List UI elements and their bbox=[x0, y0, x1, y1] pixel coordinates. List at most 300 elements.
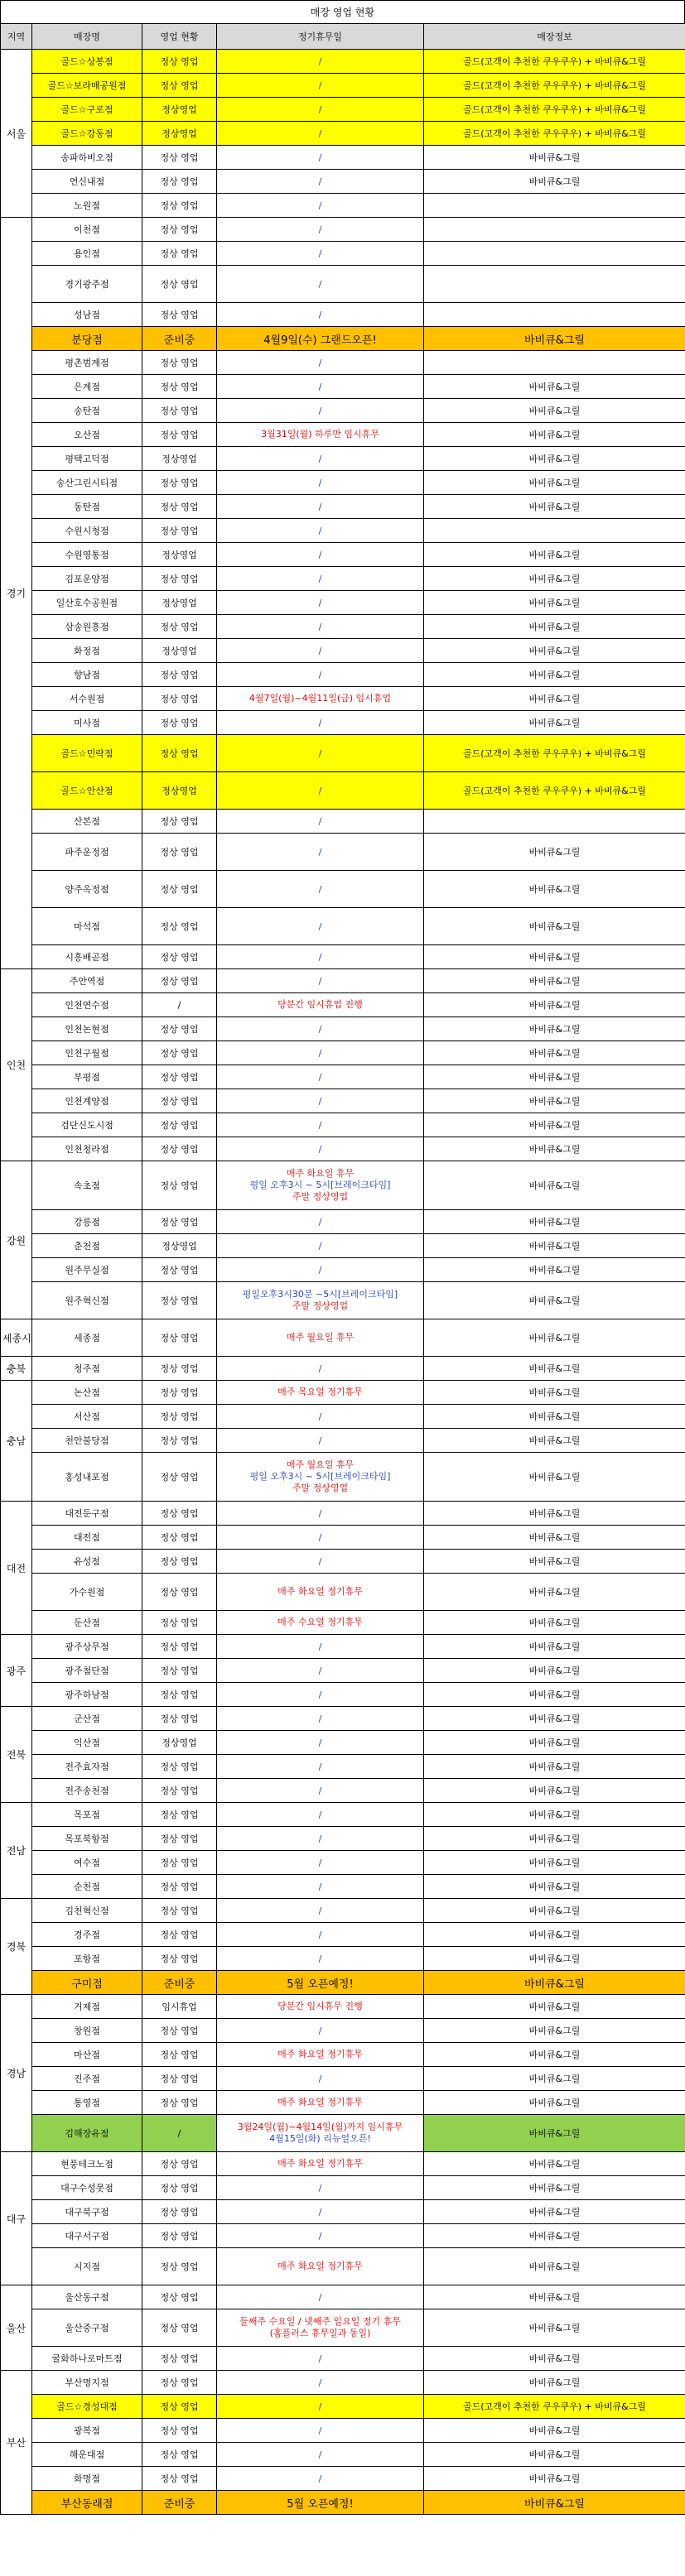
holiday-cell: / bbox=[217, 543, 424, 567]
status-cell: 정상 영업 bbox=[142, 1282, 217, 1319]
store-info-cell: 바비큐&그릴 bbox=[424, 567, 685, 591]
table-row bbox=[1, 303, 685, 327]
store-name-cell: 거제점 bbox=[32, 1995, 142, 2019]
holiday-cell: / bbox=[217, 2419, 424, 2443]
store-info-cell: 바비큐&그릴 bbox=[424, 1065, 685, 1089]
holiday-cell: 3월31일(월) 하루만 임시휴무 bbox=[217, 423, 424, 447]
store-name-cell: 시흥배곧점 bbox=[32, 945, 142, 969]
holiday-cell: / bbox=[217, 2224, 424, 2248]
status-cell: 정상 영업 bbox=[142, 1210, 217, 1234]
status-cell: 정상 영업 bbox=[142, 1405, 217, 1429]
store-info-cell: 바비큐&그릴 bbox=[424, 1526, 685, 1550]
holiday-cell: / bbox=[217, 122, 424, 146]
table-row bbox=[1, 735, 685, 772]
holiday-cell: 매주 월요일 휴무 bbox=[217, 1319, 424, 1357]
store-info-cell: 바비큐&그릴 bbox=[424, 663, 685, 687]
page-title: 매장 영업 현황 bbox=[0, 0, 685, 23]
holiday-cell: / bbox=[217, 1827, 424, 1851]
table-row bbox=[1, 663, 685, 687]
status-cell: 정상 영업 bbox=[142, 2347, 217, 2371]
store-name-cell: 향남점 bbox=[32, 663, 142, 687]
store-info-cell: 바비큐&그릴 bbox=[424, 1899, 685, 1923]
store-info-cell: 바비큐&그릴 bbox=[424, 2443, 685, 2467]
region-cell: 강원 bbox=[1, 1161, 32, 1319]
store-info-cell: 바비큐&그릴 bbox=[424, 2285, 685, 2309]
table-row bbox=[1, 327, 685, 351]
status-cell: 정상 영업 bbox=[142, 2419, 217, 2443]
store-info-cell: 바비큐&그릴 bbox=[424, 447, 685, 471]
table-row bbox=[1, 945, 685, 969]
holiday-cell: / bbox=[217, 146, 424, 170]
store-name-cell: 부산명지점 bbox=[32, 2371, 142, 2395]
holiday-cell: / bbox=[217, 2443, 424, 2467]
store-name-cell: 연신내점 bbox=[32, 170, 142, 194]
store-info-cell: 바비큐&그릴 bbox=[424, 2371, 685, 2395]
status-cell: 정상 영업 bbox=[142, 2395, 217, 2419]
status-cell: 정상 영업 bbox=[142, 351, 217, 375]
store-name-cell: 인천구월점 bbox=[32, 1041, 142, 1065]
table-row bbox=[1, 1971, 685, 1995]
holiday-cell bbox=[217, 1453, 424, 1502]
status-cell: / bbox=[142, 993, 217, 1017]
region-cell: 인천 bbox=[1, 969, 32, 1161]
store-info-cell: 바비큐&그릴 bbox=[424, 1502, 685, 1526]
store-info-cell bbox=[424, 303, 685, 327]
store-name-cell: 경기광주점 bbox=[32, 266, 142, 303]
store-name-cell: 서수원점 bbox=[32, 687, 142, 711]
store-info-cell: 바비큐&그릴 bbox=[424, 1659, 685, 1683]
store-info-cell: 바비큐&그릴 bbox=[424, 1611, 685, 1635]
header-status: 영업 현황 bbox=[142, 24, 217, 50]
status-cell: 정상 영업 bbox=[142, 74, 217, 98]
status-cell: 정상 영업 bbox=[142, 303, 217, 327]
status-cell: 정상 영업 bbox=[142, 1923, 217, 1947]
table-row bbox=[1, 871, 685, 908]
holiday-cell: 매주 수요일 정기휴무 bbox=[217, 1611, 424, 1635]
store-name-cell: 인천계양점 bbox=[32, 1089, 142, 1113]
holiday-cell: / bbox=[217, 519, 424, 543]
status-cell: 정상 영업 bbox=[142, 218, 217, 242]
holiday-cell bbox=[217, 1282, 424, 1319]
store-info-cell: 바비큐&그릴 bbox=[424, 591, 685, 615]
store-info-cell: 바비큐&그릴 bbox=[424, 375, 685, 399]
status-cell: 정상 영업 bbox=[142, 399, 217, 423]
status-cell: 정상 영업 bbox=[142, 1137, 217, 1161]
store-info-cell: 바비큐&그릴 bbox=[424, 1405, 685, 1429]
table-row bbox=[1, 1210, 685, 1234]
status-cell: 정상 영업 bbox=[142, 2200, 217, 2224]
status-cell: 정상영업 bbox=[142, 447, 217, 471]
status-cell: 정상 영업 bbox=[142, 2176, 217, 2200]
holiday-cell: / bbox=[217, 447, 424, 471]
table-row bbox=[1, 1319, 685, 1357]
region-cell: 전북 bbox=[1, 1707, 32, 1803]
table-row bbox=[1, 1550, 685, 1574]
table-row bbox=[1, 194, 685, 218]
holiday-cell: / bbox=[217, 303, 424, 327]
store-name-cell: 수원시청점 bbox=[32, 519, 142, 543]
store-info-cell: 바비큐&그릴 bbox=[424, 1574, 685, 1611]
table-row bbox=[1, 687, 685, 711]
store-info-cell: 바비큐&그릴 bbox=[424, 170, 685, 194]
status-cell: 정상 영업 bbox=[142, 1161, 217, 1210]
store-name-cell: 부평점 bbox=[32, 1065, 142, 1089]
store-info-cell: 바비큐&그릴 bbox=[424, 1995, 685, 2019]
store-name-cell: 목포북항점 bbox=[32, 1827, 142, 1851]
status-cell: 정상 영업 bbox=[142, 242, 217, 266]
table-row bbox=[1, 1827, 685, 1851]
store-info-cell: 바비큐&그릴 bbox=[424, 1453, 685, 1502]
store-name-cell: 골드☆상봉점 bbox=[32, 50, 142, 74]
table-row bbox=[1, 2152, 685, 2176]
holiday-cell bbox=[217, 2309, 424, 2347]
store-info-cell: 바비큐&그릴 bbox=[424, 1234, 685, 1258]
status-cell: 정상 영업 bbox=[142, 2443, 217, 2467]
status-cell: 정상 영업 bbox=[142, 1899, 217, 1923]
holiday-cell: / bbox=[217, 1357, 424, 1381]
holiday-cell: / bbox=[217, 871, 424, 908]
store-info-cell: 바비큐&그릴 bbox=[424, 543, 685, 567]
store-info-cell: 바비큐&그릴 bbox=[424, 1707, 685, 1731]
table-row bbox=[1, 1611, 685, 1635]
store-name-cell: 골드☆경성대점 bbox=[32, 2395, 142, 2419]
holiday-cell: 매주 화요일 정기휴무 bbox=[217, 2152, 424, 2176]
status-cell: 정상영업 bbox=[142, 1234, 217, 1258]
store-name-cell: 가수원점 bbox=[32, 1574, 142, 1611]
store-info-cell bbox=[424, 194, 685, 218]
table-row bbox=[1, 2285, 685, 2309]
store-name-cell: 대구북구점 bbox=[32, 2200, 142, 2224]
header-holiday: 정기휴무일 bbox=[217, 24, 424, 50]
store-info-cell: 바비큐&그릴 bbox=[424, 2248, 685, 2285]
holiday-cell: / bbox=[217, 1659, 424, 1683]
store-name-cell: 부산동래점 bbox=[32, 2491, 142, 2515]
store-info-cell: 바비큐&그릴 bbox=[424, 993, 685, 1017]
store-info-cell: 바비큐&그릴 bbox=[424, 471, 685, 495]
store-info-cell: 골드(고객이 추천한 쿠우쿠우) + 바비큐&그릴 bbox=[424, 772, 685, 810]
store-info-cell: 바비큐&그릴 bbox=[424, 871, 685, 908]
store-info-cell: 바비큐&그릴 bbox=[424, 1851, 685, 1875]
store-name-cell: 파주운정점 bbox=[32, 834, 142, 871]
table-row bbox=[1, 1707, 685, 1731]
table-row bbox=[1, 2467, 685, 2491]
table-row bbox=[1, 1161, 685, 1210]
holiday-cell: / bbox=[217, 615, 424, 639]
holiday-cell: / bbox=[217, 2200, 424, 2224]
holiday-cell: / bbox=[217, 1851, 424, 1875]
holiday-cell: 5월 오픈예정! bbox=[217, 1971, 424, 1995]
holiday-cell: / bbox=[217, 1635, 424, 1659]
holiday-cell: / bbox=[217, 471, 424, 495]
holiday-cell: / bbox=[217, 2176, 424, 2200]
status-cell: 정상 영업 bbox=[142, 1258, 217, 1282]
store-info-cell: 바비큐&그릴 bbox=[424, 1550, 685, 1574]
store-name-cell: 속초점 bbox=[32, 1161, 142, 1210]
store-name-cell: 골드☆보라매공원점 bbox=[32, 74, 142, 98]
store-name-cell: 여수점 bbox=[32, 1851, 142, 1875]
store-name-cell: 골드☆민락점 bbox=[32, 735, 142, 772]
store-name-cell: 마석점 bbox=[32, 908, 142, 945]
status-cell: 정상 영업 bbox=[142, 266, 217, 303]
holiday-cell: / bbox=[217, 1041, 424, 1065]
status-cell: 정상 영업 bbox=[142, 1502, 217, 1526]
status-cell: 정상 영업 bbox=[142, 1319, 217, 1357]
status-cell: 정상 영업 bbox=[142, 375, 217, 399]
holiday-cell: / bbox=[217, 495, 424, 519]
store-info-cell: 바비큐&그릴 bbox=[424, 399, 685, 423]
table-row bbox=[1, 993, 685, 1017]
store-info-cell: 골드(고객이 추천한 쿠우쿠우) + 바비큐&그릴 bbox=[424, 98, 685, 122]
store-info-cell: 바비큐&그릴 bbox=[424, 327, 685, 351]
status-cell: 정상 영업 bbox=[142, 1611, 217, 1635]
status-cell: 정상 영업 bbox=[142, 2467, 217, 2491]
table-row bbox=[1, 834, 685, 871]
store-info-cell: 바비큐&그릴 bbox=[424, 2347, 685, 2371]
store-name-cell: 유성점 bbox=[32, 1550, 142, 1574]
holiday-cell bbox=[217, 1161, 424, 1210]
status-cell: 정상 영업 bbox=[142, 1526, 217, 1550]
status-cell: 정상 영업 bbox=[142, 1659, 217, 1683]
store-name-cell: 분당점 bbox=[32, 327, 142, 351]
store-name-cell: 구미점 bbox=[32, 1971, 142, 1995]
table-row bbox=[1, 375, 685, 399]
holiday-cell: / bbox=[217, 969, 424, 993]
table-row bbox=[1, 2091, 685, 2115]
table-row bbox=[1, 2176, 685, 2200]
table-row bbox=[1, 447, 685, 471]
table-row bbox=[1, 122, 685, 146]
store-info-cell: 바비큐&그릴 bbox=[424, 2152, 685, 2176]
store-name-cell: 경주점 bbox=[32, 1923, 142, 1947]
table-row bbox=[1, 1234, 685, 1258]
table-row bbox=[1, 1683, 685, 1707]
holiday-line: 주말 정상영업 bbox=[292, 1191, 349, 1202]
store-info-cell: 바비큐&그릴 bbox=[424, 2224, 685, 2248]
status-cell: / bbox=[142, 2115, 217, 2152]
holiday-cell: / bbox=[217, 2395, 424, 2419]
table-row bbox=[1, 2347, 685, 2371]
status-cell: 정상 영업 bbox=[142, 1635, 217, 1659]
store-info-cell: 바비큐&그릴 bbox=[424, 2419, 685, 2443]
table-row bbox=[1, 1803, 685, 1827]
store-name-cell: 세종점 bbox=[32, 1319, 142, 1357]
store-table bbox=[0, 23, 685, 2515]
status-cell: 정상 영업 bbox=[142, 871, 217, 908]
table-row bbox=[1, 908, 685, 945]
store-info-cell: 바비큐&그릴 bbox=[424, 1971, 685, 1995]
status-cell: 정상 영업 bbox=[142, 2224, 217, 2248]
holiday-cell: / bbox=[217, 810, 424, 834]
store-info-cell: 바비큐&그릴 bbox=[424, 2067, 685, 2091]
store-name-cell: 평촌범계점 bbox=[32, 351, 142, 375]
holiday-cell: / bbox=[217, 945, 424, 969]
store-info-cell bbox=[424, 266, 685, 303]
store-name-cell: 인천논현점 bbox=[32, 1017, 142, 1041]
store-info-cell: 바비큐&그릴 bbox=[424, 1258, 685, 1282]
store-name-cell: 대전둔구점 bbox=[32, 1502, 142, 1526]
table-row bbox=[1, 74, 685, 98]
holiday-cell: / bbox=[217, 908, 424, 945]
store-name-cell: 전주송천점 bbox=[32, 1779, 142, 1803]
status-cell: 준비중 bbox=[142, 1971, 217, 1995]
holiday-cell: / bbox=[217, 1405, 424, 1429]
status-cell: 정상 영업 bbox=[142, 2091, 217, 2115]
store-name-cell: 김포운양점 bbox=[32, 567, 142, 591]
store-name-cell: 김천혁신점 bbox=[32, 1899, 142, 1923]
table-row bbox=[1, 1357, 685, 1381]
table-row bbox=[1, 810, 685, 834]
store-name-cell: 노원점 bbox=[32, 194, 142, 218]
holiday-cell: / bbox=[217, 2285, 424, 2309]
status-cell: 정상영업 bbox=[142, 98, 217, 122]
store-info-cell: 바비큐&그릴 bbox=[424, 1357, 685, 1381]
store-name-cell: 굴화하나로마트점 bbox=[32, 2347, 142, 2371]
store-info-cell: 바비큐&그릴 bbox=[424, 1089, 685, 1113]
store-name-cell: 해운대점 bbox=[32, 2443, 142, 2467]
status-cell: 정상 영업 bbox=[142, 471, 217, 495]
table-row bbox=[1, 2067, 685, 2091]
status-cell: 정상 영업 bbox=[142, 663, 217, 687]
table-row bbox=[1, 543, 685, 567]
store-info-cell: 골드(고객이 추천한 쿠우쿠우) + 바비큐&그릴 bbox=[424, 74, 685, 98]
store-name-cell: 산본점 bbox=[32, 810, 142, 834]
holiday-cell: / bbox=[217, 2067, 424, 2091]
holiday-cell: 매주 화요일 정기휴무 bbox=[217, 2043, 424, 2067]
holiday-cell: / bbox=[217, 1526, 424, 1550]
holiday-cell: / bbox=[217, 1258, 424, 1282]
status-cell: 준비중 bbox=[142, 2491, 217, 2515]
holiday-cell: / bbox=[217, 2467, 424, 2491]
region-cell: 경남 bbox=[1, 1995, 32, 2152]
holiday-cell: / bbox=[217, 399, 424, 423]
status-cell: 정상 영업 bbox=[142, 687, 217, 711]
table-row bbox=[1, 1899, 685, 1923]
store-name-cell: 수원영통점 bbox=[32, 543, 142, 567]
holiday-cell: / bbox=[217, 834, 424, 871]
table-row bbox=[1, 639, 685, 663]
table-row bbox=[1, 591, 685, 615]
store-name-cell: 강릉점 bbox=[32, 1210, 142, 1234]
status-cell: 정상 영업 bbox=[142, 1779, 217, 1803]
store-name-cell: 광주첨단점 bbox=[32, 1659, 142, 1683]
store-info-cell: 바비큐&그릴 bbox=[424, 1429, 685, 1453]
status-cell: 정상 영업 bbox=[142, 1089, 217, 1113]
store-info-cell: 바비큐&그릴 bbox=[424, 908, 685, 945]
holiday-cell: 4월9일(수) 그랜드오픈! bbox=[217, 327, 424, 351]
store-info-cell: 바비큐&그릴 bbox=[424, 687, 685, 711]
holiday-cell: / bbox=[217, 74, 424, 98]
holiday-cell: 4월7일(월)~4월11일(금) 임시휴업 bbox=[217, 687, 424, 711]
region-cell: 광주 bbox=[1, 1635, 32, 1707]
store-info-cell: 골드(고객이 추천한 쿠우쿠우) + 바비큐&그릴 bbox=[424, 2395, 685, 2419]
store-name-cell: 둔산점 bbox=[32, 1611, 142, 1635]
table-row bbox=[1, 2443, 685, 2467]
store-name-cell: 서산점 bbox=[32, 1405, 142, 1429]
status-cell: 정상 영업 bbox=[142, 50, 217, 74]
holiday-line: 평일오후3시30분 ~5시[브레이크타임] bbox=[242, 1289, 398, 1300]
holiday-cell: / bbox=[217, 1137, 424, 1161]
status-cell: 정상 영업 bbox=[142, 1041, 217, 1065]
store-name-cell: 골드☆강동점 bbox=[32, 122, 142, 146]
store-info-cell: 골드(고객이 추천한 쿠우쿠우) + 바비큐&그릴 bbox=[424, 735, 685, 772]
status-cell: 정상 영업 bbox=[142, 1381, 217, 1405]
store-name-cell: 일산호수공원점 bbox=[32, 591, 142, 615]
store-info-cell bbox=[424, 218, 685, 242]
table-body bbox=[1, 50, 685, 2515]
holiday-cell: / bbox=[217, 2019, 424, 2043]
store-name-cell: 군산점 bbox=[32, 1707, 142, 1731]
table-row bbox=[1, 1755, 685, 1779]
holiday-line: 매주 월요일 휴무 bbox=[286, 1459, 355, 1470]
status-cell: 정상 영업 bbox=[142, 194, 217, 218]
store-info-cell: 바비큐&그릴 bbox=[424, 834, 685, 871]
store-name-cell: 송파하비오점 bbox=[32, 146, 142, 170]
region-cell: 경기 bbox=[1, 218, 32, 969]
status-cell: 정상 영업 bbox=[142, 495, 217, 519]
store-name-cell: 대구수성못점 bbox=[32, 2176, 142, 2200]
status-cell: 정상영업 bbox=[142, 1731, 217, 1755]
store-name-cell: 익산점 bbox=[32, 1731, 142, 1755]
store-info-cell: 바비큐&그릴 bbox=[424, 2309, 685, 2347]
store-name-cell: 진주점 bbox=[32, 2067, 142, 2091]
holiday-cell: / bbox=[217, 2371, 424, 2395]
table-row bbox=[1, 1923, 685, 1947]
store-name-cell: 광복점 bbox=[32, 2419, 142, 2443]
store-name-cell: 동탄점 bbox=[32, 495, 142, 519]
table-row bbox=[1, 2224, 685, 2248]
store-name-cell: 춘천점 bbox=[32, 1234, 142, 1258]
store-name-cell: 이천점 bbox=[32, 218, 142, 242]
status-cell: 정상 영업 bbox=[142, 908, 217, 945]
table-row bbox=[1, 1875, 685, 1899]
store-info-cell: 바비큐&그릴 bbox=[424, 1113, 685, 1137]
holiday-cell: / bbox=[217, 1429, 424, 1453]
region-cell: 부산 bbox=[1, 2371, 32, 2515]
store-info-cell: 바비큐&그릴 bbox=[424, 1827, 685, 1851]
table-row bbox=[1, 2491, 685, 2515]
store-info-cell: 바비큐&그릴 bbox=[424, 1947, 685, 1971]
table-row bbox=[1, 1995, 685, 2019]
holiday-cell: / bbox=[217, 1803, 424, 1827]
status-cell: 정상 영업 bbox=[142, 1707, 217, 1731]
store-info-cell: 바비큐&그릴 bbox=[424, 423, 685, 447]
status-cell: 정상 영업 bbox=[142, 1113, 217, 1137]
table-row bbox=[1, 2419, 685, 2443]
store-name-cell: 양주옥정점 bbox=[32, 871, 142, 908]
status-cell: 정상 영업 bbox=[142, 1827, 217, 1851]
status-cell: 정상영업 bbox=[142, 543, 217, 567]
status-cell: 정상 영업 bbox=[142, 735, 217, 772]
table-row bbox=[1, 98, 685, 122]
status-cell: 정상영업 bbox=[142, 122, 217, 146]
holiday-cell: 매주 목요일 정기휴무 bbox=[217, 1381, 424, 1405]
store-name-cell: 검단신도시점 bbox=[32, 1113, 142, 1137]
store-info-cell: 바비큐&그릴 bbox=[424, 615, 685, 639]
holiday-cell: / bbox=[217, 170, 424, 194]
store-info-cell bbox=[424, 519, 685, 543]
status-cell: 정상 영업 bbox=[142, 1851, 217, 1875]
table-row bbox=[1, 2115, 685, 2152]
table-row bbox=[1, 2309, 685, 2347]
status-cell: 정상 영업 bbox=[142, 1803, 217, 1827]
table-row bbox=[1, 146, 685, 170]
holiday-cell: / bbox=[217, 1923, 424, 1947]
store-info-cell: 바비큐&그릴 bbox=[424, 1875, 685, 1899]
holiday-line: 주말 정상영업 bbox=[292, 1483, 349, 1493]
table-row bbox=[1, 1381, 685, 1405]
store-name-cell: 통영점 bbox=[32, 2091, 142, 2115]
store-name-cell: 천안불당점 bbox=[32, 1429, 142, 1453]
